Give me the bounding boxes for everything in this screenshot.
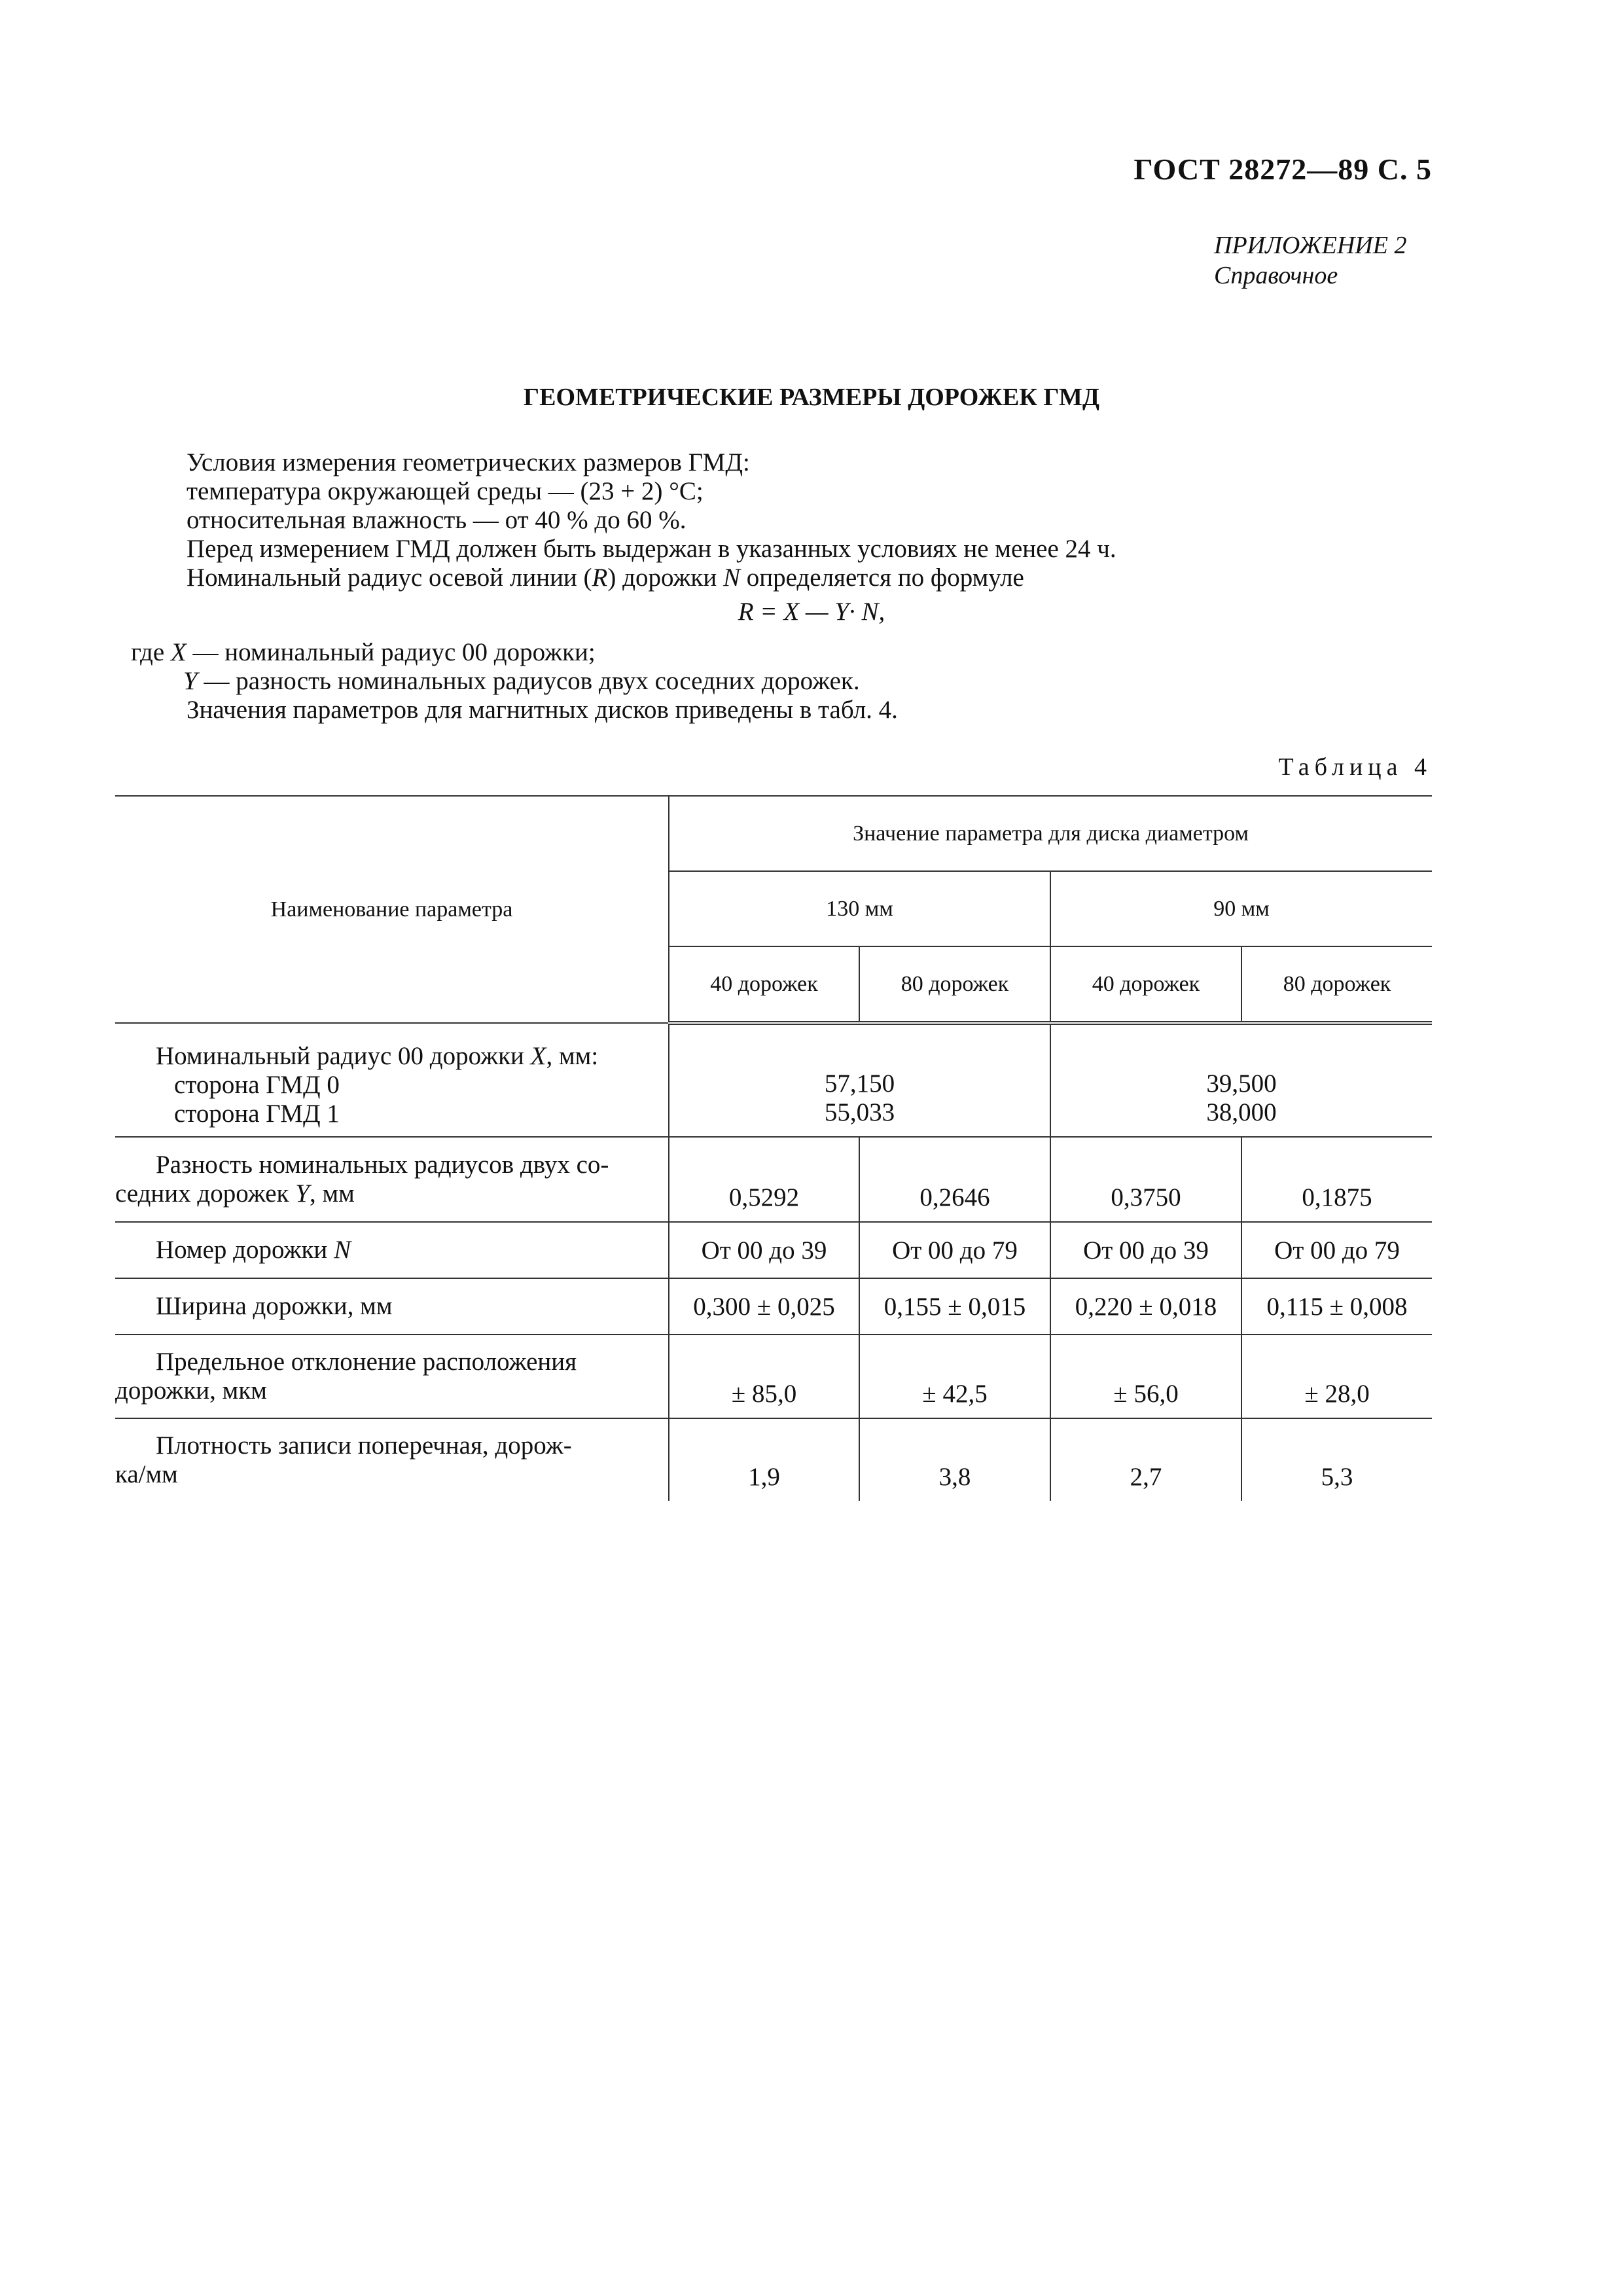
row-label-number: Номер дорожки N (115, 1222, 669, 1278)
table-reference: Значения параметров для магнитных дисков приведены в табл. 4. (187, 696, 898, 724)
appendix-status: Справочное (1214, 262, 1338, 289)
cell-value: 5,3 (1241, 1418, 1432, 1501)
cell-value: 0,2646 (859, 1137, 1050, 1222)
parameters-table (115, 795, 1432, 1501)
cell-value: От 00 до 39 (1050, 1222, 1241, 1278)
header-diameter-130: 130 мм (669, 871, 1050, 946)
cell-value: 0,3750 (1050, 1137, 1241, 1222)
radius-formula: R = X — Y· N, (738, 598, 885, 626)
where-x: где X — номинальный радиус 00 дорожки; (131, 638, 596, 666)
cell-value: ± 28,0 (1241, 1335, 1432, 1418)
cell-value: 0,155 ± 0,015 (859, 1278, 1050, 1335)
row-label-width: Ширина дорожки, мм (115, 1278, 669, 1335)
cell-radius-130: 57,150 55,033 (669, 1023, 1050, 1137)
cell-value: 2,7 (1050, 1418, 1241, 1501)
page-title: ГЕОМЕТРИЧЕСКИЕ РАЗМЕРЫ ДОРОЖЕК ГМД (523, 384, 1100, 411)
appendix-block (1214, 230, 1406, 291)
cell-value: От 00 до 79 (859, 1222, 1050, 1278)
header-parameter-name: Наименование параметра (115, 796, 669, 1023)
row-label-density: Плотность записи поперечная, дорож- ка/мм (115, 1431, 572, 1488)
header-value-group: Значение параметра для диска диаметром (669, 796, 1432, 871)
header-diameter-90: 90 мм (1050, 871, 1432, 946)
table-caption: Таблица 4 (1278, 753, 1432, 781)
where-y: Y — разность номинальных радиусов двух соседних дорожек. (183, 667, 860, 695)
table-row (115, 1335, 1432, 1418)
table-row (115, 1222, 1432, 1278)
cell-value: 0,115 ± 0,008 (1241, 1278, 1432, 1335)
cell-value: ± 56,0 (1050, 1335, 1241, 1418)
header-tracks-80: 80 дорожек (1241, 946, 1432, 1023)
row-label-deviation: Предельное отклонение расположения дорожки, мкм (115, 1335, 669, 1418)
row-label-radius: Номинальный радиус 00 дорожки X, мм: сторона ГМД 0 сторона ГМД 1 (115, 1023, 669, 1137)
header-tracks-80: 80 дорожек (859, 946, 1050, 1023)
appendix-label: ПРИЛОЖЕНИЕ 2 (1214, 232, 1407, 259)
table-row (115, 1418, 1432, 1501)
conditions-humidity: относительная влажность — от 40 % до 60 %. (187, 506, 687, 534)
document-reference: ГОСТ 28272—89 С. 5 (1133, 152, 1432, 186)
header-tracks-40: 40 дорожек (669, 946, 859, 1023)
cell-value: От 00 до 39 (669, 1222, 859, 1278)
cell-value: 0,220 ± 0,018 (1050, 1278, 1241, 1335)
cell-value: 0,300 ± 0,025 (669, 1278, 859, 1335)
cell-value: 0,5292 (669, 1137, 859, 1222)
conditions-intro: Условия измерения геометрических размеров ГМД: (187, 448, 750, 476)
cell-value: ± 42,5 (859, 1335, 1050, 1418)
conditions-conditioning: Перед измерением ГМД должен быть выдержан в указанных условиях не менее 24 ч. (187, 535, 1116, 563)
cell-value: 3,8 (859, 1418, 1050, 1501)
cell-value: От 00 до 79 (1241, 1222, 1432, 1278)
conditions-radius-definition: Номинальный радиус осевой линии (R) дорожки N определяется по формуле (187, 564, 1024, 592)
cell-value: 1,9 (669, 1418, 859, 1501)
cell-value: ± 85,0 (669, 1335, 859, 1418)
table-row (115, 1278, 1432, 1335)
row-label-diff: Разность номинальных радиусов двух со- седних дорожек Y, мм (115, 1137, 669, 1222)
cell-value: 0,1875 (1241, 1137, 1432, 1222)
table-row (115, 1137, 1432, 1222)
table-row (115, 1023, 1432, 1137)
cell-radius-90: 39,500 38,000 (1050, 1023, 1432, 1137)
header-tracks-40: 40 дорожек (1050, 946, 1241, 1023)
conditions-temperature: температура окружающей среды — (23 + 2) °С; (187, 477, 704, 505)
